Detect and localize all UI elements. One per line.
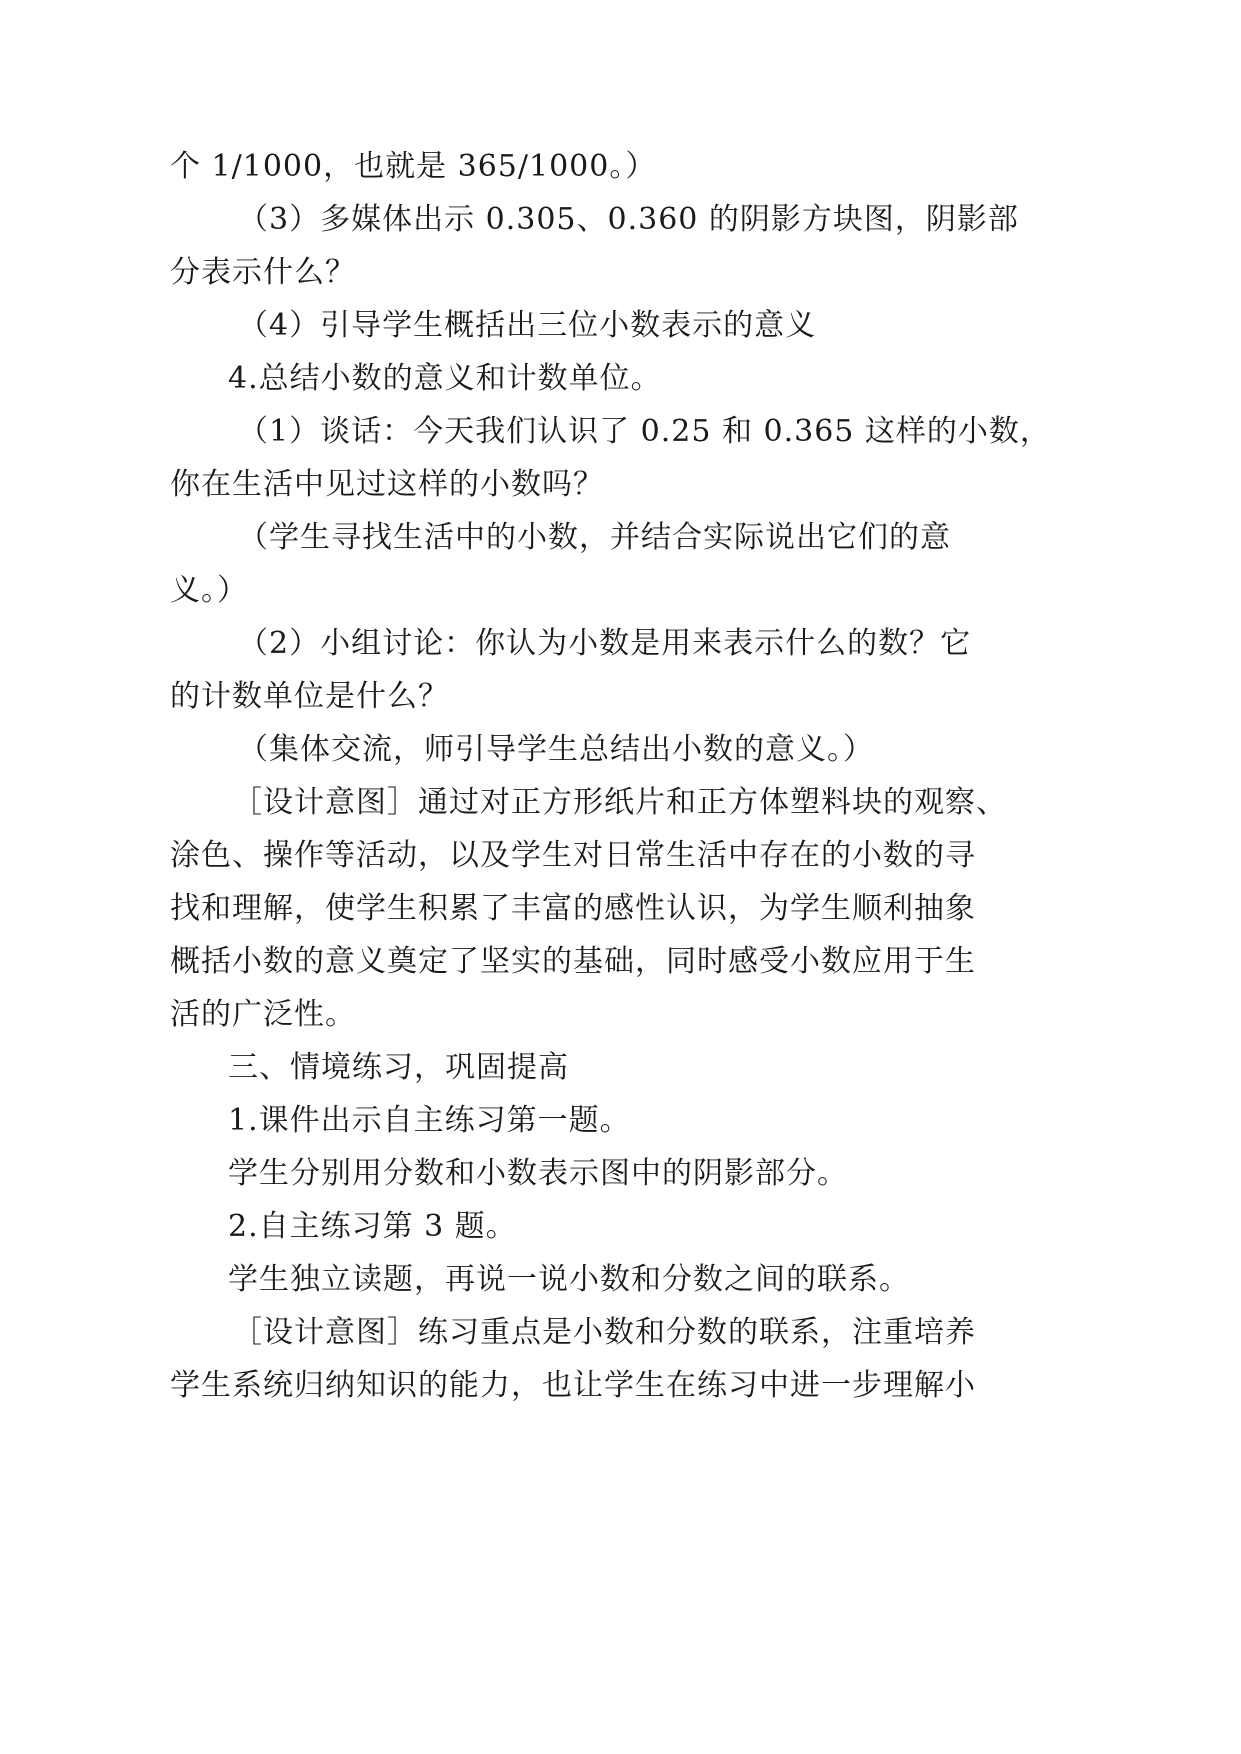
text-line: （集体交流，师引导学生总结出小数的意义。） <box>238 732 874 767</box>
text-line: 学生独立读题，再说一说小数和分数之间的联系。 <box>228 1262 910 1297</box>
text-line: 义。） <box>170 573 248 608</box>
text-line: 活的广泛性。 <box>170 997 356 1032</box>
text-line: 的计数单位是什么？ <box>170 679 449 714</box>
text-line: （2）小组讨论：你认为小数是用来表示什么的数？它 <box>238 626 972 661</box>
text-line: ［设计意图］通过对正方形纸片和正方体塑料块的观察、 <box>232 785 1007 820</box>
text-line: 概括小数的意义奠定了坚实的基础，同时感受小数应用于生 <box>170 944 976 979</box>
text-line: 涂色、操作等活动，以及学生对日常生活中存在的小数的寻 <box>170 838 976 873</box>
text-line: 4.总结小数的意义和计数单位。 <box>228 361 662 396</box>
text-line: （4）引导学生概括出三位小数表示的意义 <box>238 308 817 343</box>
text-line: 找和理解，使学生积累了丰富的感性认识，为学生顺利抽象 <box>170 891 976 926</box>
text-line: （1）谈话：今天我们认识了 0.25 和 0.365 这样的小数， <box>238 414 1051 449</box>
text-line: 1.课件出示自主练习第一题。 <box>228 1103 631 1138</box>
text-line: （学生寻找生活中的小数，并结合实际说出它们的意 <box>238 520 951 555</box>
text-line: 分表示什么？ <box>170 255 356 290</box>
section-heading: 三、情境练习，巩固提高 <box>228 1050 569 1085</box>
text-line: 学生分别用分数和小数表示图中的阴影部分。 <box>228 1156 848 1191</box>
text-line: （3）多媒体出示 0.305、0.360 的阴影方块图，阴影部 <box>238 202 1019 237</box>
text-line: 个 1/1000，也就是 365/1000。） <box>170 149 657 184</box>
text-line: ［设计意图］练习重点是小数和分数的联系，注重培养 <box>232 1315 976 1350</box>
text-line: 你在生活中见过这样的小数吗？ <box>170 467 604 502</box>
text-line: 2.自主练习第 3 题。 <box>228 1209 517 1244</box>
text-line: 学生系统归纳知识的能力，也让学生在练习中进一步理解小 <box>170 1368 976 1403</box>
